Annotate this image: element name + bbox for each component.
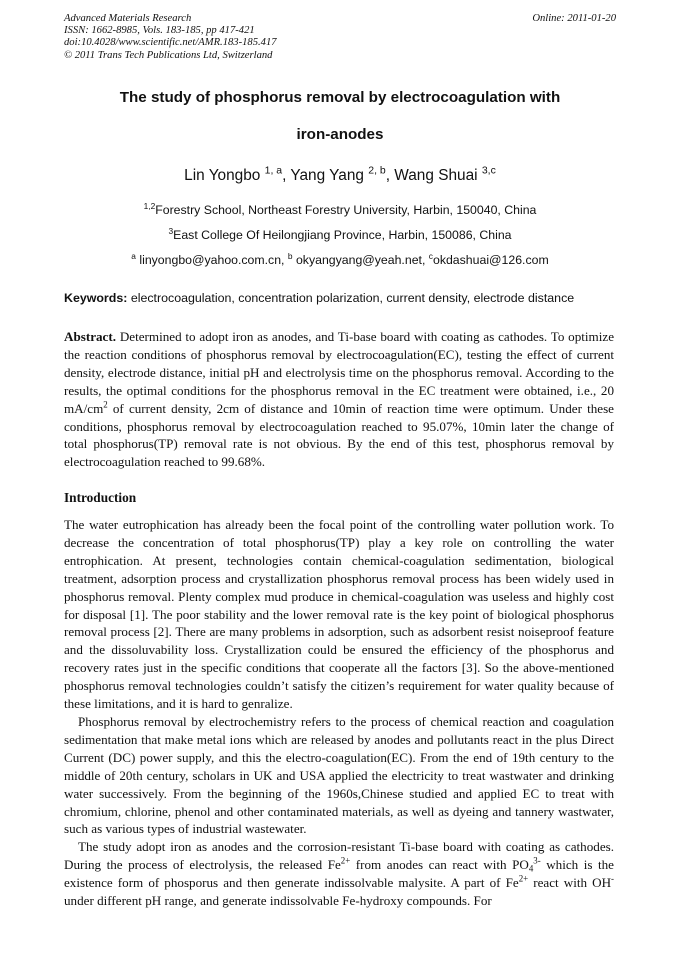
paper-title-line-1: The study of phosphorus removal by electrocoagulation with [119, 89, 561, 106]
author-affiliation-mark: 3,c [481, 165, 496, 177]
abstract-text: Determined to adopt iron as anodes, and Ti-base board with coating as cathodes. To optimize the reaction conditions of phosphorus removal by electrocoagulation(EC), testing the effect of current density, electrode distance, initial pH and electrolysis time on the phosphorus removal. According to the results, the optimal conditions for the phosphorus removal in the EC treatment were obtained, i.e., 20 mA/cm [64, 329, 615, 416]
doi-line: doi:10.4028/www.scientific.net/AMR.183-185.417 [64, 37, 277, 49]
journal-header [64, 13, 616, 62]
paragraph-text: from anodes can react with PO [350, 857, 529, 873]
introduction-section [64, 516, 614, 910]
superscript: 2 [103, 399, 108, 410]
superscript: 3- [533, 855, 541, 866]
paper-title-line-2: iron-anodes [296, 126, 384, 143]
online-date: Online: 2011-01-20 [532, 13, 616, 24]
superscript: 2+ [518, 873, 529, 884]
affiliation-mark: 3 [168, 225, 174, 236]
author-affiliation-mark: 2, b [368, 165, 386, 177]
keywords-text: electrocoagulation, concentration polarization, current density, electrode distance [130, 291, 575, 305]
issn-line: ISSN: 1662-8985, Vols. 183-185, pp 417-421 [64, 25, 255, 37]
email-mark: c [428, 250, 433, 261]
affiliation-text: Forestry School, Northeast Forestry University, Harbin, 150040, China [155, 203, 537, 217]
email-mark: a [131, 250, 136, 261]
email-line [40, 250, 640, 267]
affiliation-2 [40, 225, 640, 242]
copyright-line: © 2011 Trans Tech Publications Ltd, Switzerland [64, 49, 273, 61]
subscript: 4 [528, 863, 534, 874]
superscript: - [611, 873, 614, 884]
paragraph-text: under different pH range, and generate indissolvable Fe-hydroxy compounds. For [64, 893, 492, 909]
abstract-paragraph [64, 328, 614, 471]
intro-paragraph-3 [64, 838, 614, 910]
intro-paragraph-1: The water eutrophication has already been the focal point of the controlling water pollution work. To decrease the concentration of total phosphorus(TP) play a key role on controlling the water entrophication. At present, technologies contain chemical-coagulation sedimentation, biological treatment, adsorption process and crystallization phosphorus removal process has been widely used in phosphorus removal. Plenty complex mud produce in chemical-coagulation was useless and highly cost for disposal [1]. The poor stability and the lower removal rate is the key point of biological phosphorus removal process [2]. There are many problems in adsorption, such as adsorbent resist noiseproof feature and the dissoluvability loss. Crystallization could be ensured the efficiency of the phosphorus and recovery rates just in the specific conditions that cooperate all the factors [3]. So the above-mentioned phosphorus removal technologies couldn’t satisfy the citizen’s requirement for water quality because of these limitations, and it is hard to genralize. [64, 517, 614, 712]
abstract-text: of current density, 2cm of distance and 10min of reaction time were optimum. Under these conditions, phosphorus removal by electrocoagulation reached to 95.07%, 10min later the change of total phosphorus(TP) removal rate is not obvious. By the end of this test, phosphorus removal by electrocoagulation reached to 99.68%. [64, 400, 614, 470]
author-list: Lin Yongbo $^{1, a}$, Yang Yang $^{2, b}$, Wang Shuai $^{3,c}$ [184, 165, 496, 184]
email-mark: b [287, 250, 293, 261]
email-address: linyongbo@yahoo.com.cn, [139, 253, 285, 267]
paragraph-text: which is the existence form of phosporus and then generate indissolvable malysite. A part of Fe [64, 857, 614, 891]
keywords-line [64, 291, 624, 305]
paragraph-text: react with OH [528, 875, 612, 891]
email-address: okyangyang@yeah.net, [295, 253, 426, 267]
section-heading-introduction: Introduction [64, 490, 137, 505]
affiliation-text: East College Of Heilongjiang Province, Harbin, 150086, China [173, 228, 512, 242]
abstract-section [64, 328, 614, 471]
affiliation-mark: 1,2 [143, 200, 156, 211]
keywords-label: Keywords: [64, 291, 128, 305]
paragraph-text: The study adopt iron as anodes and the corrosion-resistant Ti-base board with coating as cathodes. During the process of electrolysis, the released Fe [64, 839, 614, 873]
author-name: Wang Shuai [394, 167, 478, 184]
superscript: 2+ [340, 855, 351, 866]
email-address: okdashuai@126.com [432, 253, 549, 267]
intro-paragraph-2: Phosphorus removal by electrochemistry refers to the process of chemical reaction and coagulation sedimentation that make metal ions which are released by anodes and pollutants react in the plus Direct Current (DC) power supply, and this the electro-coagulation(EC). From the end of 19th century to the middle of 20th century, scholars in UK and USA applied the electricity to treat wastwater and drinking water successively. From the beginning of the 1960s,Chinese studied and applied EC to treat with chromium, chlorine, phenol and other contaminated materials, as well as dyeing and tannery wastwater, such as various types of industrial wastewater. [64, 713, 614, 837]
affiliation-1 [40, 200, 640, 217]
author-affiliation-mark: 1, a [264, 165, 283, 177]
journal-name: Advanced Materials Research [64, 13, 192, 24]
author-name: Yang Yang [290, 167, 364, 184]
author-name: Lin Yongbo [184, 167, 261, 184]
abstract-label: Abstract. [64, 329, 116, 344]
